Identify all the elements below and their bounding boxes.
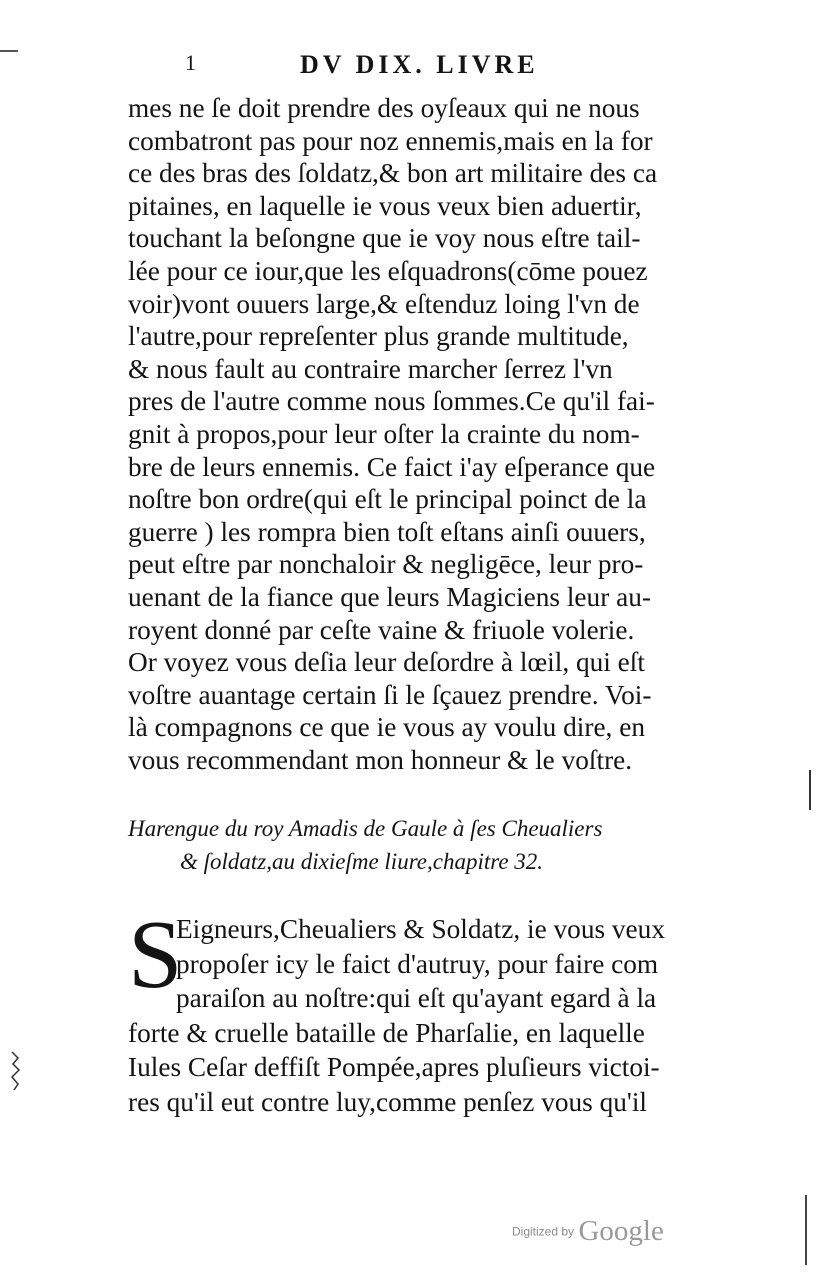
scan-edge-mark xyxy=(0,50,18,52)
text-line: bre de leurs ennemis. Ce faict i'ay eſperance que xyxy=(128,451,656,482)
digitized-watermark xyxy=(512,1215,664,1248)
text-line: gnit à propos,pour leur oſter la crainte du nom- xyxy=(128,418,640,449)
scan-edge-mark xyxy=(805,1195,807,1265)
section-heading xyxy=(128,812,728,878)
text-line: forte & cruelle bataille de Pharſalie, en laquelle xyxy=(128,1017,645,1048)
text-line: & nous fault au contraire marcher ſerrez l'vn xyxy=(128,353,613,384)
scan-edge-mark xyxy=(809,770,811,810)
text-line: mes ne ſe doit prendre des oyſeaux qui ne nous xyxy=(128,93,640,123)
text-line: uenant de la fiance que leurs Magiciens leur au- xyxy=(128,581,651,612)
text-line: guerre ) les rompra bien toſt eſtans ainſi ouuers, xyxy=(128,516,646,547)
text-line: Or voyez vous deſia leur deſordre à lœil, qui eſt xyxy=(128,647,645,678)
text-line: paraiſon au noſtre:qui eſt qu'ayant egard à la xyxy=(176,983,657,1014)
text-line: ce des bras des ſoldatz,& bon art militaire des ca xyxy=(128,158,658,189)
text-line: Iules Ceſar deffiſt Pompée,apres pluſieurs victoi- xyxy=(128,1052,660,1083)
heading-line: Harengue du roy Amadis de Gaule à ſes Cheualiers xyxy=(128,816,603,841)
text-line: voir)vont ouuers large,& eſtenduz loing l'vn de xyxy=(128,288,640,319)
google-logo: Google xyxy=(578,1215,664,1247)
text-line: noſtre bon ordre(qui eſt le principal poinct de la xyxy=(128,484,647,515)
text-line: pres de l'autre comme nous ſommes.Ce qu'il fai- xyxy=(128,386,655,417)
watermark-caption: Digitized by xyxy=(512,1224,575,1239)
text-line: là compagnons ce que ie vous ay voulu dire, en xyxy=(128,712,645,743)
heading-line: & ſoldatz,au dixieſme liure,chapitre 32. xyxy=(180,849,544,874)
drop-cap: S xyxy=(128,901,183,1009)
body-text xyxy=(128,92,728,776)
text-line: vous recommendant mon honneur & le voſtre. xyxy=(128,744,633,775)
page-mark: 1 xyxy=(185,50,200,75)
text-line: pitaines, en laquelle ie vous veux bien aduertir, xyxy=(128,190,642,221)
text-line: combatront pas pour noz ennemis,mais en la for xyxy=(128,125,653,156)
speech-text xyxy=(128,901,728,1120)
scribble-mark xyxy=(8,1050,24,1092)
text-line: voſtre auantage certain ſi le ſçauez prendre. Voi- xyxy=(128,679,652,710)
text-line: lée pour ce iour,que les eſquadrons(cōme pouez xyxy=(128,255,648,286)
text-line: peut eſtre par nonchaloir & negligēce, leur pro- xyxy=(128,549,644,580)
text-line: l'autre,pour repreſenter plus grande multitude, xyxy=(128,321,629,352)
margin-scribble xyxy=(8,1050,24,1092)
text-line: touchant la beſongne que ie voy nous eſtre tail- xyxy=(128,223,641,254)
text-line: Eigneurs,Cheualiers & Soldatz, ie vous veux xyxy=(176,914,665,944)
text-line: propoſer icy le faict d'autruy, pour faire com xyxy=(176,948,659,979)
running-head-title: DV DIX. LIVRE xyxy=(300,50,539,79)
text-line: royent donné par ceſte vaine & friuole volerie. xyxy=(128,614,635,645)
text-line: res qu'il eut contre luy,comme penſez vous qu'il xyxy=(128,1086,647,1117)
